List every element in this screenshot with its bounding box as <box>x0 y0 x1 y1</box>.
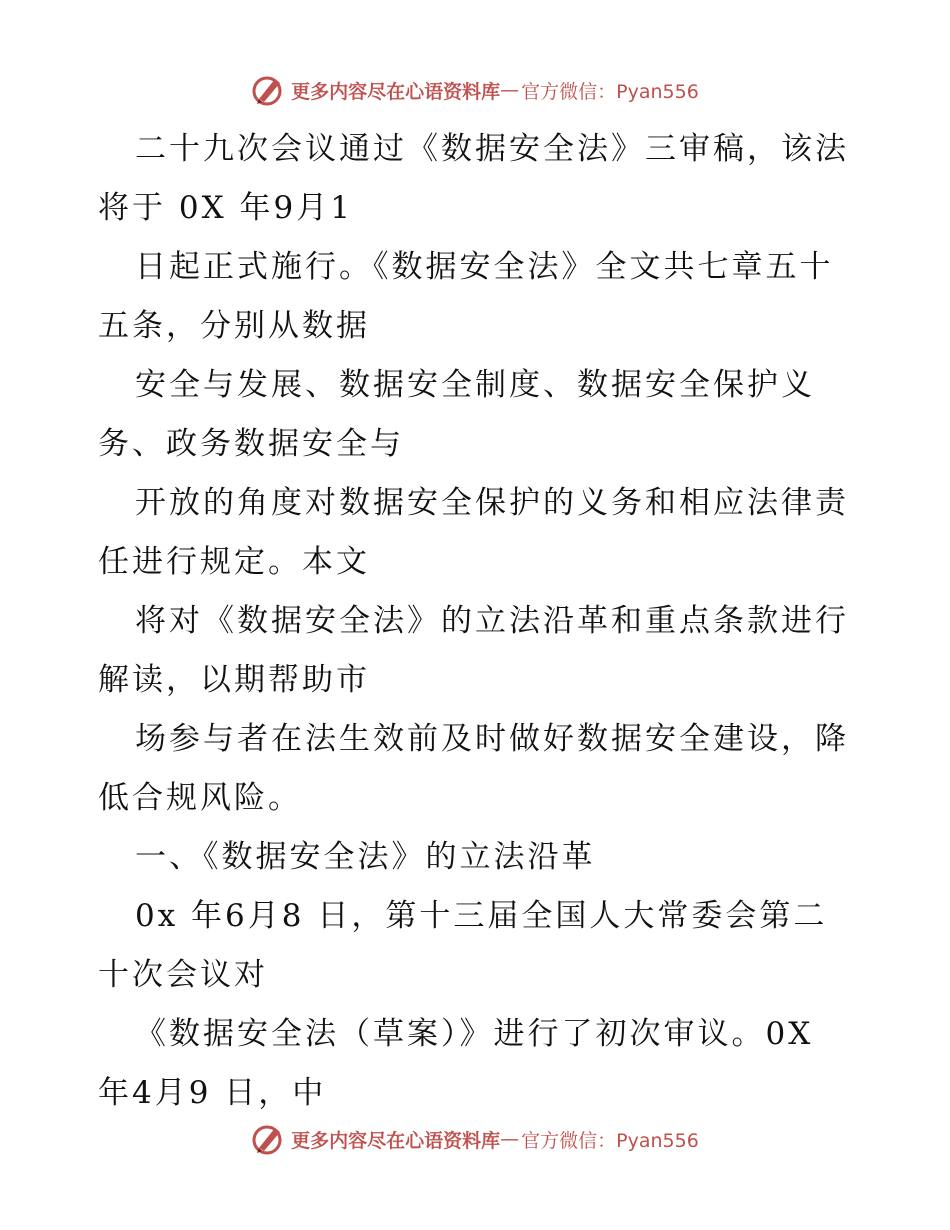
text-line: 场参与者在法生效前及时做好数据安全建设，降 <box>135 721 849 757</box>
text-line: 低合规风险。 <box>98 780 302 816</box>
text-line: 年4月9 日，中 <box>98 1075 327 1111</box>
text-line: 十次会议对 <box>98 957 268 993</box>
text-line: 任进行规定。本文 <box>98 544 370 580</box>
banner-title: 更多内容尽在心语资料库 <box>291 80 501 103</box>
banner-dash: — <box>500 1128 520 1150</box>
banner-wechat: 官方微信：Pyan556 <box>521 1129 699 1152</box>
banner-title: 更多内容尽在心语资料库 <box>291 1129 501 1152</box>
section-heading: 一、《数据安全法》的立法沿革 <box>135 839 596 875</box>
banner-wechat: 官方微信：Pyan556 <box>521 80 699 103</box>
text-line: 务、政务数据安全与 <box>98 426 404 462</box>
text-line: 将于 0X 年9月1 <box>98 190 353 226</box>
text-line: 日起正式施行。《数据安全法》全文共七章五十 <box>135 249 834 285</box>
pen-logo-icon <box>251 73 285 107</box>
pen-logo-icon <box>251 1122 285 1156</box>
document-body <box>98 120 858 1123</box>
text-line: 开放的角度对数据安全保护的义务和相应法律责 <box>135 485 849 521</box>
text-line: 二十九次会议通过《数据安全法》三审稿，该法 <box>135 131 849 167</box>
text-line: 安全与发展、数据安全制度、数据安全保护义 <box>135 367 815 403</box>
text-line: 《数据安全法（草案）》进行了初次审议。0X <box>135 1016 814 1052</box>
header-banner <box>0 70 950 110</box>
text-line: 将对《数据安全法》的立法沿革和重点条款进行 <box>135 603 849 639</box>
text-line: 五条，分别从数据 <box>98 308 370 344</box>
banner-dash: — <box>500 79 520 101</box>
footer-banner <box>0 1119 950 1159</box>
text-line: 0x 年6月8 日，第十三届全国人大常委会第二 <box>135 898 828 934</box>
text-line: 解读，以期帮助市 <box>98 662 370 698</box>
